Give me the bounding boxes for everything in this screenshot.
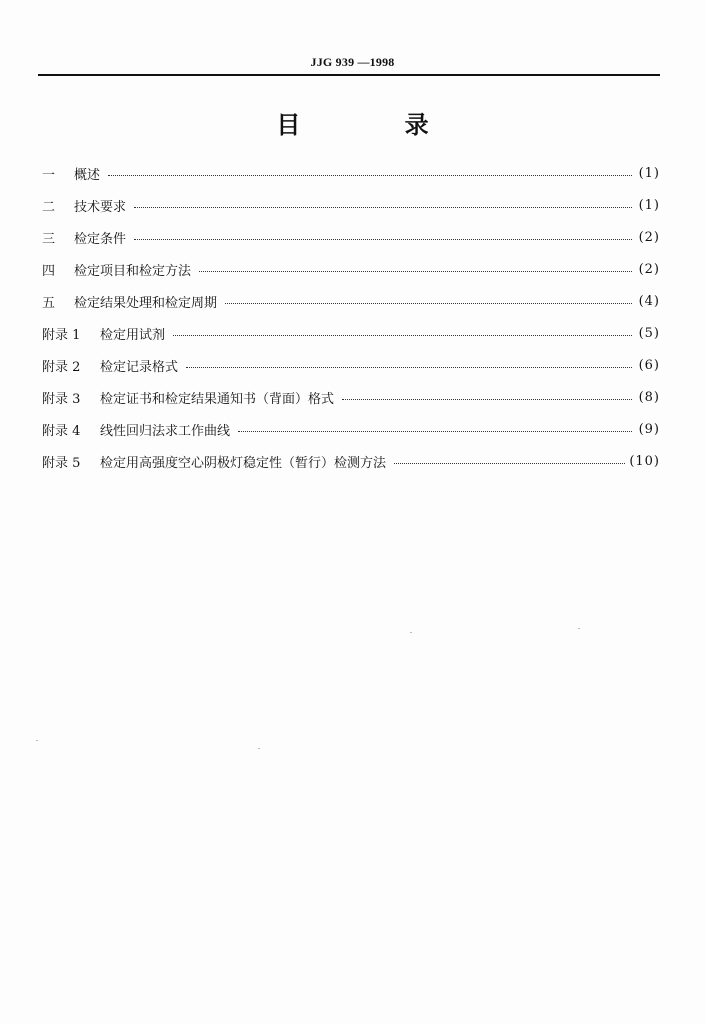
toc-leader-dots bbox=[199, 271, 632, 272]
toc-leader-dots bbox=[134, 239, 632, 240]
toc-entry-number: 五 bbox=[42, 295, 56, 311]
toc-entry-label: 技术要求 bbox=[74, 199, 127, 215]
header-rule bbox=[38, 74, 660, 76]
toc-entry-page: (9) bbox=[638, 421, 660, 437]
toc-leader-dots bbox=[186, 367, 632, 368]
toc-entry-number: 二 bbox=[42, 199, 56, 215]
toc-title: 目 录 bbox=[276, 111, 477, 139]
toc-entry[interactable] bbox=[42, 253, 660, 285]
toc-entry-page: (8) bbox=[638, 389, 660, 405]
toc-entry-page: (10) bbox=[629, 453, 660, 469]
toc-entry[interactable] bbox=[42, 189, 660, 221]
toc-entry-page: (6) bbox=[638, 357, 660, 373]
toc-entry-label: 线性回归法求工作曲线 bbox=[100, 423, 231, 439]
toc-entry-label: 检定用试剂 bbox=[100, 327, 166, 343]
toc-leader-dots bbox=[342, 399, 632, 400]
standard-code: JJG 939 —1998 bbox=[310, 55, 395, 69]
toc-leader-dots bbox=[238, 431, 632, 432]
toc-entry-label: 检定证书和检定结果通知书（背面）格式 bbox=[100, 391, 335, 407]
toc-leader-dots bbox=[173, 335, 632, 336]
toc-entry[interactable] bbox=[42, 157, 660, 189]
scan-speck bbox=[36, 740, 38, 741]
toc-entry-label: 检定结果处理和检定周期 bbox=[74, 295, 218, 311]
toc-entry-number: 附录 2 bbox=[42, 359, 81, 375]
toc-entry[interactable] bbox=[42, 413, 660, 445]
table-of-contents bbox=[42, 157, 660, 477]
toc-leader-dots bbox=[225, 303, 632, 304]
toc-entry[interactable] bbox=[42, 221, 660, 253]
toc-leader-dots bbox=[394, 463, 625, 464]
toc-entry-page: (1) bbox=[638, 165, 660, 181]
toc-entry[interactable] bbox=[42, 445, 660, 477]
toc-entry-page: (2) bbox=[638, 261, 660, 277]
toc-entry-page: (1) bbox=[638, 197, 660, 213]
toc-entry-page: (4) bbox=[638, 293, 660, 309]
toc-entry-number: 一 bbox=[42, 167, 56, 183]
toc-entry[interactable] bbox=[42, 285, 660, 317]
scan-speck bbox=[578, 628, 580, 629]
toc-entry-label: 检定记录格式 bbox=[100, 359, 179, 375]
toc-entry-page: (2) bbox=[638, 229, 660, 245]
toc-entry-label: 检定条件 bbox=[74, 231, 127, 247]
toc-entry[interactable] bbox=[42, 317, 660, 349]
toc-leader-dots bbox=[134, 207, 632, 208]
scan-speck bbox=[410, 632, 412, 633]
toc-entry-number: 四 bbox=[42, 263, 56, 279]
toc-entry-page: (5) bbox=[638, 325, 660, 341]
toc-entry-number: 附录 5 bbox=[42, 455, 81, 471]
toc-entry-number: 附录 1 bbox=[42, 327, 81, 343]
toc-entry-label: 检定用高强度空心阴极灯稳定性（暂行）检测方法 bbox=[100, 455, 387, 471]
toc-entry-label: 检定项目和检定方法 bbox=[74, 263, 192, 279]
toc-entry[interactable] bbox=[42, 381, 660, 413]
toc-entry-number: 三 bbox=[42, 231, 56, 247]
toc-entry-number: 附录 3 bbox=[42, 391, 81, 407]
toc-leader-dots bbox=[108, 175, 632, 176]
toc-entry-label: 概述 bbox=[74, 167, 101, 183]
toc-entry[interactable] bbox=[42, 349, 660, 381]
scan-speck bbox=[258, 748, 260, 749]
toc-entry-number: 附录 4 bbox=[42, 423, 81, 439]
